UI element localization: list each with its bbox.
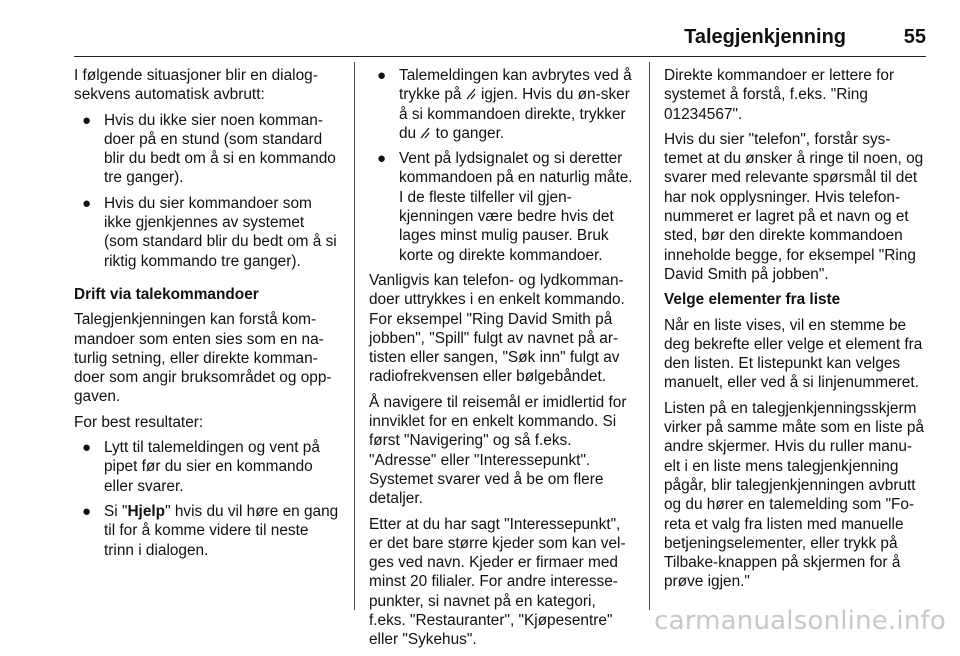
paragraph: Talegjenkjenningen kan forstå kom-mandoer som enten sies som en na-turlig setning, eller direkte komman-doer som angir bruksområdet og opp-gaven.: [74, 311, 332, 406]
voice-control-icon: [466, 87, 477, 100]
bullet-icon: ●: [82, 194, 92, 212]
paragraph: Vanligvis kan telefon- og lydkomman-doer uttrykkes i en enkelt kommando. For eksempel "Ring David Smith på jobben", "Spill" fulgt av navnet på ar-tisten eller sangen, "Søk inn" fulgt av radiofrekvensen eller bølgebåndet.: [369, 271, 625, 386]
column-divider: [354, 62, 355, 610]
bullet-icon: ●: [82, 502, 92, 520]
list-item: ● Vent på lydsignalet og si deretter kommandoen på en naturlig måte. I de fleste tilfeller vil gjen-kjenningen være bedre hvis det lages minst mulig pauser. Bruk korte og direkte kommandoer.: [377, 150, 633, 264]
list-item: ● Si "Hjelp" hvis du vil høre en gang til for å komme videre til neste trinn i dialogen.: [82, 502, 339, 559]
paragraph: Direkte kommandoer er lettere for systemet å forstå, f.eks. "Ring 01234567".: [664, 67, 895, 123]
section-heading: Velge elementer fra liste: [664, 291, 841, 309]
paragraph: Å navigere til reisemål er imidlertid for innviklet for en enkelt kommando. Si først "Navigering" og så f.eks. "Adresse" eller "Interessepunkt". Systemet svarer ved å be om flere detaljer.: [369, 393, 627, 508]
page-number: 55: [903, 26, 926, 48]
section-heading: Drift via talekommandoer: [74, 285, 259, 303]
column-1: [74, 66, 340, 566]
paragraph: Hvis du sier "telefon", forstår sys-temet at du ønsker å ringe til noen, og svarer med relevante spørsmål til det har nok opplysninger. Hvis telefon-nummeret er lagret på et navn og et sted, bør den direkte kommandoen inneholde begge, for eksempel "Ring David Smith på jobben".: [664, 130, 924, 283]
list-item: ● Hvis du ikke sier noen komman-doer på en stund (som standard blir du bedt om å si en kommando tre ganger).: [82, 111, 336, 187]
bullet-icon: ●: [377, 150, 387, 168]
column-2: [369, 66, 634, 656]
watermark: carmanualsonline.info: [654, 606, 946, 636]
intro-text: I følgende situasjoner blir en dialog-sekvens automatisk avbrutt:: [74, 67, 318, 104]
help-keyword: Hjelp: [127, 502, 166, 520]
paragraph: Etter at du har sagt "Interessepunkt", er det bare større kjeder som kan vel-ges ved navn. Kjeder er firmaer med minst 20 filialer. For andre interesse-punkter, si navnet på en kategori, f.eks. "Restauranter", "Kjøpesentre" eller "Sykehus".: [369, 515, 626, 649]
column-divider: [649, 62, 650, 610]
page-header: [74, 26, 926, 57]
bullet-icon: ●: [82, 439, 92, 457]
list-item: ● Talemeldingen kan avbrytes ved å trykke på igjen. Hvis du øn-sker å si kommandoen direkte, trykker du to ganger.: [377, 67, 632, 142]
page-title: Talegjenkjenning: [684, 26, 846, 48]
paragraph: For best resultater:: [74, 413, 204, 431]
column-3: [664, 66, 927, 598]
paragraph: Listen på en talegjenkjenningsskjerm virker på samme måte som en liste på andre skjermer. Hvis du ruller manu-elt i en liste mens talegjenkjenning pågår, blir talegjenkjenningen avbrutt og du hører en talemelding som "Fo-reta et valg fra listen med manuelle betjeningselementer, eller trykk på Tilbake-knappen på skjermen for å prøve igjen.": [664, 399, 925, 591]
bullet-icon: ●: [82, 111, 92, 129]
list-item: ● Lytt til talemeldingen og vent på pipet før du sier en kommando eller svarer.: [82, 439, 320, 495]
voice-control-icon: [420, 126, 431, 139]
paragraph: Når en liste vises, vil en stemme be deg bekrefte eller velge et element fra den listen. Et listepunkt kan velges manuelt, eller ved å si linjenummeret.: [664, 316, 923, 392]
bullet-icon: ●: [377, 67, 387, 84]
list-item: ● Hvis du sier kommandoer som ikke gjenkjennes av systemet (som standard blir du bedt om å si riktig kommando tre ganger).: [82, 194, 337, 270]
